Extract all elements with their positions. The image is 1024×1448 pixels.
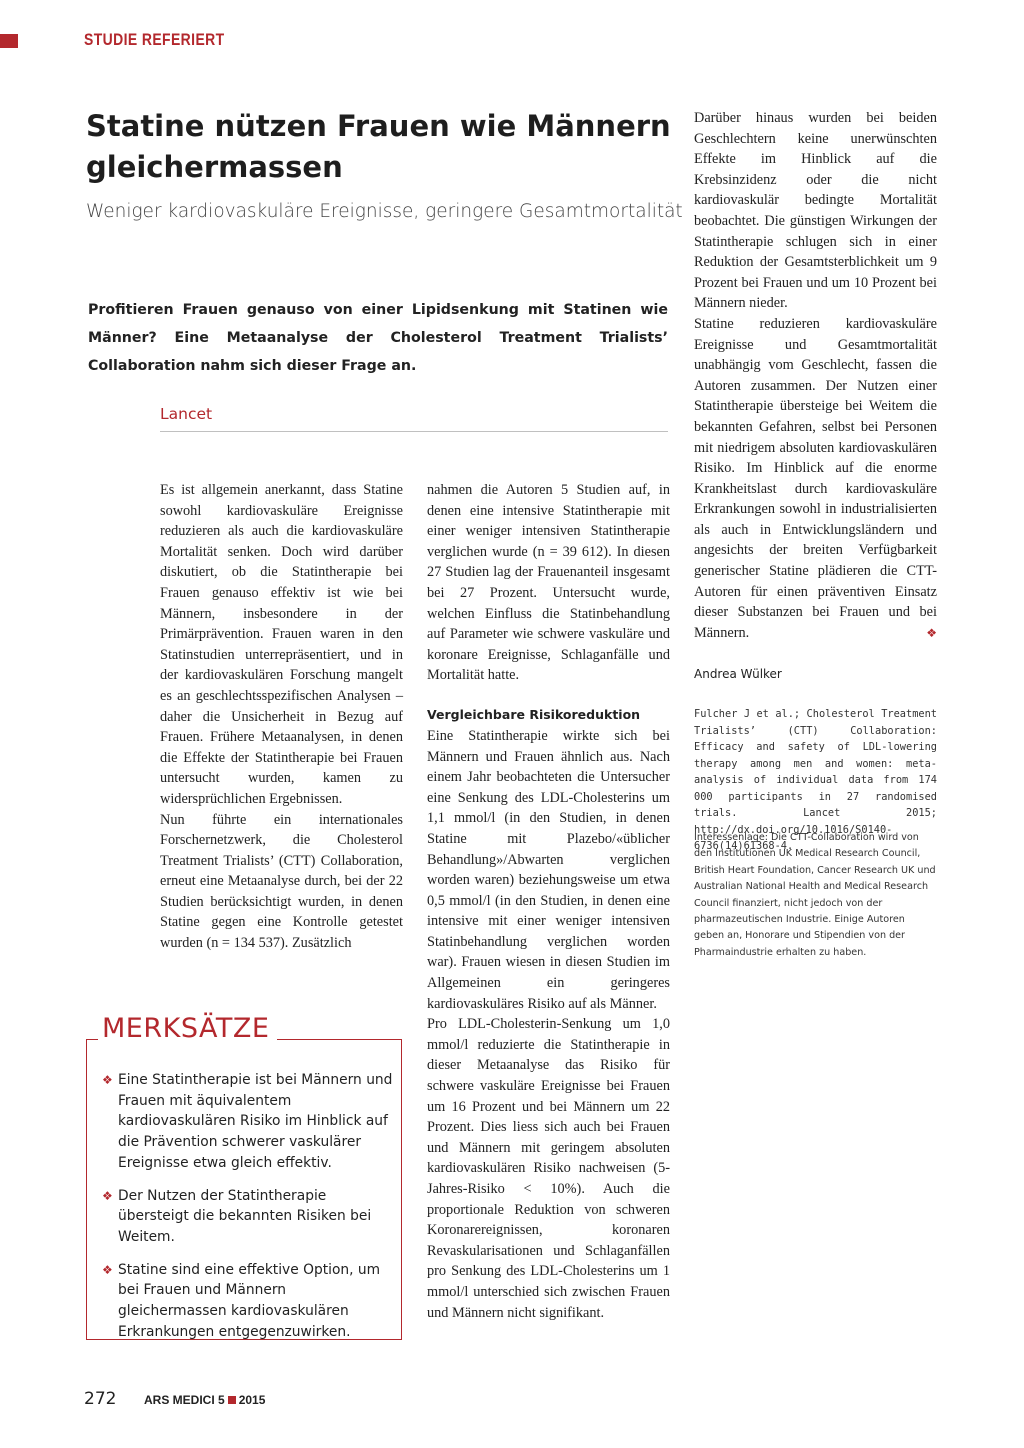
journal-year: 2015 (238, 1393, 266, 1407)
end-mark-icon: ❖ (926, 625, 937, 640)
article-lead: Profitieren Frauen genauso von einer Lipidsenkung mit Statinen wie Männer? Eine Metaanalyse der Cholesterol Treatment Trialists’ Collaboration nahm sich dieser Frage an. (88, 302, 668, 374)
paragraph: Darüber hinaus wurden bei beiden Geschlechtern keine unerwünschten Effekte im Hinblick auf die Krebsinzidenz oder die nicht kardiovaskulär bedingte Mortalität beobachtet. Die günstigen Wirkungen der Statintherapie schlugen sich in einer Reduktion der Gesamtsterblichkeit um 9 Prozent bei Frauen und um 10 Prozent bei Männern nieder. (694, 110, 937, 312)
key-point-text: Statine sind eine effektive Option, um bei Frauen und Männern gleichermassen kardiovaskulären Erkrankungen entgegenzuwirken. (118, 1261, 381, 1340)
key-point (102, 1070, 394, 1174)
diamond-bullet-icon: ❖ (102, 1073, 113, 1087)
section-label: STUDIE REFERIERT (84, 30, 225, 49)
paragraph: nahmen die Autoren 5 Studien auf, in denen eine intensive Statintherapie mit einer weniger intensiven Statintherapie verglichen wurde (n = 39 612). In diesen 27 Studien lag der Frauenanteil insgesamt bei 27 Prozent. Untersucht wurde, welchen Einfluss die Statinbehandlung auf Parameter wie schwere vaskuläre und koronare Ereignisse, Schlaganfälle und Mortalität hatte. (427, 482, 670, 684)
key-point (102, 1260, 394, 1343)
section-marker (0, 34, 18, 48)
page-number: 272 (84, 1389, 117, 1409)
key-point-text: Der Nutzen der Statintherapie übersteigt die bekannten Risiken bei Weitem. (118, 1187, 372, 1245)
article-title: Statine nützen Frauen wie Männern gleichermassen (86, 109, 671, 184)
key-points-title: MERKSÄTZE (98, 1013, 277, 1044)
diamond-bullet-icon: ❖ (102, 1188, 113, 1203)
key-points-list (102, 1070, 394, 1354)
source-label: Lancet (160, 405, 213, 423)
body-column-3 (694, 108, 937, 643)
paragraph: Es ist allgemein anerkannt, dass Statine sowohl kardiovaskuläre Ereignisse reduzieren als auch die kardiovaskuläre Mortalität senken. Doch wird darüber diskutiert, ob die Statintherapie bei Frauen genauso effektiv ist wie bei Männern, insbesondere in der Primärprävention. Frauen waren in den Statinstudien unterrepräsentiert, und in der kardiovaskulären Forschung mangelt es an geschlechtsspezifischen Analysen – daher die Unsicherheit in Bezug auf Frauen. Frühere Metaanalysen, in denen die Effekte der Statintherapie bei Frauen untersucht wurden, kamen zu widersprüchlichen Ergebnissen. (160, 482, 403, 807)
paragraph-text: Statine reduzieren kardiovaskuläre Ereignisse und Gesamtmortalität unabhängig vom Geschlecht, fassen die Autoren zusammen. Der Nutzen einer Statintherapie übersteige bei Weitem die bekannten Gefahren, selbst bei Personen mit niedrigem absoluten kardiovaskulären Risiko. Im Hinblick auf die enorme Krankheitslast durch kardiovaskuläre Erkrankungen sowohl in industrialisierten als auch in Entwicklungsländern und angesichts der breiten Verfügbarkeit generischer Statine plädieren die CTT-Autoren für einen präventiven Einsatz dieser Substanzen bei Frauen und bei Männern. (694, 315, 937, 641)
section-heading: Vergleichbare Risikoreduktion (427, 706, 641, 722)
paragraph: Nun führte ein internationales Forschernetzwerk, die Cholesterol Treatment Trialists’ (CTT) Collaboration, erneut eine Metaanalyse durch, bei der 22 Studien berücksichtigt wurden, in denen Statine gegen eine Kontrolle getestet wurden (n = 134 537). Zusätzlich (160, 811, 403, 952)
key-point-text: Eine Statintherapie ist bei Männern und Frauen mit äquivalentem kardiovaskulären Risiko im Hinblick auf die Prävention schwerer vaskulärer Ereignisse etwa gleich effektiv. (118, 1072, 393, 1171)
author: Andrea Wülker (694, 667, 782, 681)
body-column-1 (160, 480, 403, 954)
journal-info (144, 1393, 265, 1407)
interest-statement: Interessenlage: Die CTT-Collaboration wird von den Institutionen UK Medical Research Council, British Heart Foundation, Cancer Research UK und Australian National Health and Medical Research Council finanziert, nicht jedoch von der pharmazeutischen Industrie. Einige Autoren geben an, Honorare und Stipendien von der Pharmaindustrie erhalten zu haben. (694, 832, 936, 958)
article-subtitle: Weniger kardiovaskuläre Ereignisse, geringere Gesamtmortalität (86, 201, 683, 222)
separator-square (228, 1396, 236, 1404)
paragraph (694, 314, 937, 644)
diamond-bullet-icon: ❖ (102, 1262, 113, 1277)
paragraph: Eine Statintherapie wirkte sich bei Männern und Frauen ähnlich aus. Nach einem Jahr beobachteten die Untersucher eine Senkung des LDL-Cholesterins um 1,1 mmol/l (in den Studien, in denen Statine mit Plazebo/«üblicher Behandlung»/Abwarten verglichen worden waren) beziehungsweise um etwa 0,5 mmol/l (in den Studien, in denen eine intensive mit einer weniger intensiven Statinbehandlung verglichen worden war). Frauen wiesen in diesen Studien im Allgemeinen ein geringeres kardiovaskuläres Risiko auf als Männer. (427, 727, 670, 1012)
paragraph: Pro LDL-Cholesterin-Senkung um 1,0 mmol/l reduzierte die Statintherapie in dieser Metaanalyse das Risiko für schwere vaskuläre Ereignisse bei Frauen um 16 Prozent und bei Männern um 22 Prozent. Dies liess sich auch bei Frauen und Männern mit geringem absoluten kardiovaskulären Risiko nachweisen (5-Jahres-Risiko < 10%). Auch die proportionale Reduktion von schweren Koronarereignissen, koronaren Revaskularisationen und Schlaganfällen pro Senkung des LDL-Cholesterins um 1 mmol/l unterschied sich zwischen Frauen und Männern nicht signifikant. (427, 1016, 670, 1321)
divider (160, 431, 668, 432)
key-point (102, 1186, 394, 1248)
reference: Fulcher J et al.; Cholesterol Treatment Trialists’ (CTT) Collaboration: Efficacy and safety of LDL-lowering therapy among men and women: meta-analysis of individual data from 174 000 participants in 27 randomised trials. Lancet 2015; http://dx.doi.org/10.1016/S0140-6736(14)61368-4. (694, 708, 937, 852)
body-column-2 (427, 480, 670, 1323)
journal-name: ARS MEDICI 5 (144, 1393, 225, 1407)
